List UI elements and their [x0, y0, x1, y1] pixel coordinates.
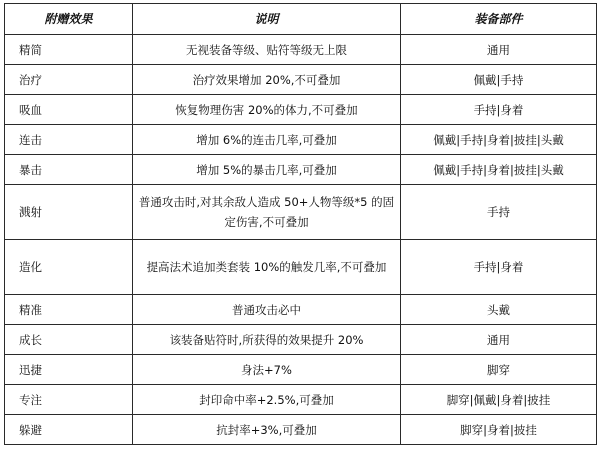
- effect-name-cell: 成长: [5, 325, 133, 355]
- effect-description-cell: 身法+7%: [133, 355, 401, 385]
- effect-name-cell: 精简: [5, 35, 133, 65]
- equipment-slot-cell: 手持|身着: [401, 240, 597, 295]
- equipment-slot-cell: 佩戴|手持|身着|披挂|头戴: [401, 125, 597, 155]
- table-row: [5, 325, 597, 355]
- table-row: [5, 415, 597, 445]
- effect-name-cell: 专注: [5, 385, 133, 415]
- equipment-slot-cell: 脚穿: [401, 355, 597, 385]
- effect-description-cell: 提高法术追加类套装 10%的触发几率,不可叠加: [133, 240, 401, 295]
- table-row: [5, 185, 597, 240]
- header-equipment-slot: 装备部件: [401, 4, 597, 35]
- effect-name-cell: 吸血: [5, 95, 133, 125]
- table-row: [5, 125, 597, 155]
- equipment-slot-cell: 通用: [401, 325, 597, 355]
- effect-description-cell: 增加 5%的暴击几率,可叠加: [133, 155, 401, 185]
- effect-name-cell: 躲避: [5, 415, 133, 445]
- effect-name-cell: 精准: [5, 295, 133, 325]
- effect-description-cell: 恢复物理伤害 20%的体力,不可叠加: [133, 95, 401, 125]
- equipment-slot-cell: 通用: [401, 35, 597, 65]
- effect-name-cell: 连击: [5, 125, 133, 155]
- table-row: [5, 355, 597, 385]
- effect-name-cell: 暴击: [5, 155, 133, 185]
- effect-name-cell: 迅捷: [5, 355, 133, 385]
- effect-name-cell: 溅射: [5, 185, 133, 240]
- table-row: [5, 95, 597, 125]
- effect-description-cell: 无视装备等级、贴符等级无上限: [133, 35, 401, 65]
- table-row: [5, 155, 597, 185]
- effect-description-cell: 该装备贴符时,所获得的效果提升 20%: [133, 325, 401, 355]
- effect-description-cell: 封印命中率+2.5%,可叠加: [133, 385, 401, 415]
- effect-name-cell: 治疗: [5, 65, 133, 95]
- header-effect: 附赠效果: [5, 4, 133, 35]
- table-row: [5, 35, 597, 65]
- table-row: [5, 240, 597, 295]
- effect-name-cell: 造化: [5, 240, 133, 295]
- effect-description-cell: 普通攻击必中: [133, 295, 401, 325]
- table-row: [5, 65, 597, 95]
- equipment-slot-cell: 佩戴|手持|身着|披挂|头戴: [401, 155, 597, 185]
- effect-description-cell: 普通攻击时,对其余敌人造成 50+人物等级*5 的固定伤害,不可叠加: [133, 185, 401, 240]
- equipment-slot-cell: 脚穿|身着|披挂: [401, 415, 597, 445]
- effect-description-cell: 增加 6%的连击几率,可叠加: [133, 125, 401, 155]
- effects-table: [4, 3, 597, 445]
- table-header-row: [5, 4, 597, 35]
- equipment-slot-cell: 头戴: [401, 295, 597, 325]
- effect-description-cell: 治疗效果增加 20%,不可叠加: [133, 65, 401, 95]
- equipment-slot-cell: 手持: [401, 185, 597, 240]
- equipment-slot-cell: 佩戴|手持: [401, 65, 597, 95]
- table-row: [5, 295, 597, 325]
- effect-description-cell: 抗封率+3%,可叠加: [133, 415, 401, 445]
- equipment-slot-cell: 手持|身着: [401, 95, 597, 125]
- equipment-slot-cell: 脚穿|佩戴|身着|披挂: [401, 385, 597, 415]
- table-row: [5, 385, 597, 415]
- header-description: 说明: [133, 4, 401, 35]
